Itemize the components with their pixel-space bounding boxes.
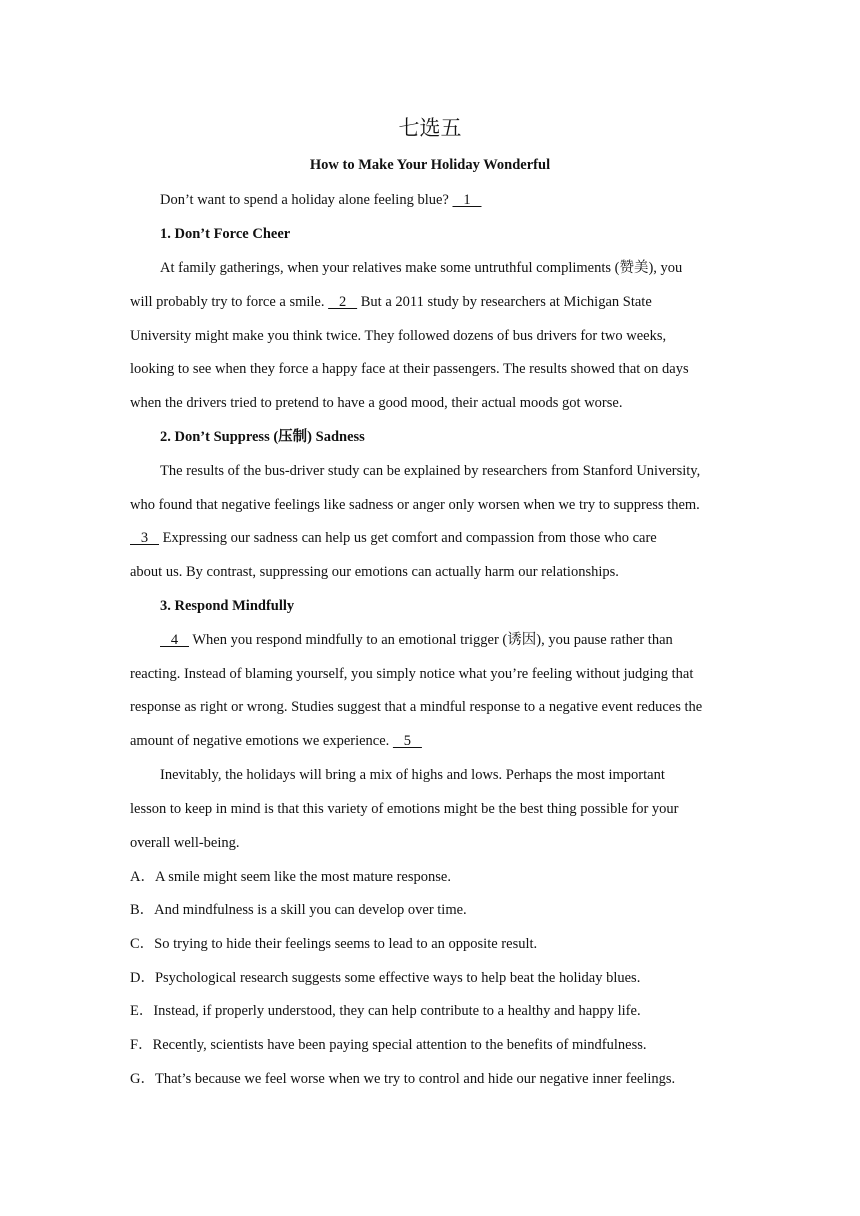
section-heading-2: 2. Don’t Suppress (压制) Sadness <box>160 429 365 445</box>
section-heading-1: 1. Don’t Force Cheer <box>160 226 291 242</box>
p1-line-1: At family gatherings, when your relatives make some untruthful compliments (赞美), you <box>160 260 683 276</box>
p3-line-1-b: When you respond mindfully to an emotional trigger (诱因), you pause rather than <box>189 632 673 648</box>
option-c: C．So trying to hide their feelings seems to lead to an opposite result. <box>130 936 538 952</box>
p2-line-3 <box>130 529 657 547</box>
p3-line-3: response as right or wrong. Studies suggest that a mindful response to a negative event reduces the <box>130 699 703 715</box>
blank-1: 1 <box>452 192 482 208</box>
p4-line-1: Inevitably, the holidays will bring a mix of highs and lows. Perhaps the most important <box>160 767 665 783</box>
option-a: A．A smile might seem like the most mature response. <box>130 869 451 885</box>
p4-line-2: lesson to keep in mind is that this variety of emotions might be the best thing possible for your <box>130 801 679 817</box>
p2-line-4: about us. By contrast, suppressing our emotions can actually harm our relationships. <box>130 564 619 580</box>
passage-title: How to Make Your Holiday Wonderful <box>309 157 551 173</box>
blank-5: 5 <box>392 733 422 749</box>
p1-line-4: looking to see when they force a happy face at their passengers. The results showed that on days <box>130 361 689 377</box>
p1-line-2-a: will probably try to force a smile. <box>130 294 329 310</box>
intro-paragraph <box>160 191 481 209</box>
p3-line-1 <box>160 631 673 649</box>
option-f: F．Recently, scientists have been paying special attention to the benefits of mindfulness. <box>130 1037 647 1053</box>
p4-line-3: overall well-being. <box>130 835 240 851</box>
blank-2: 2 <box>328 294 358 310</box>
section-heading-3: 3. Respond Mindfully <box>160 598 295 614</box>
p1-line-5: when the drivers tried to pretend to have a good mood, their actual moods got worse. <box>130 395 623 411</box>
p3-line-2: reacting. Instead of blaming yourself, you simply notice what you’re feeling without judging that <box>130 666 694 682</box>
p3-line-4 <box>130 732 422 750</box>
p1-line-2-b: But a 2011 study by researchers at Michigan State <box>357 294 652 310</box>
p3-line-4-a: amount of negative emotions we experience. <box>130 733 393 749</box>
option-d: D．Psychological research suggests some effective ways to help beat the holiday blues. <box>130 970 641 986</box>
p1-line-2 <box>130 293 652 311</box>
blank-4: 4 <box>160 632 189 648</box>
page-title: 七选五 <box>398 116 462 140</box>
p2-line-1: The results of the bus-driver study can be explained by researchers from Stanford University, <box>160 463 701 479</box>
p2-line-2: who found that negative feelings like sadness or anger only worsen when we try to suppress them. <box>130 497 700 513</box>
option-e: E．Instead, if properly understood, they can help contribute to a healthy and happy life. <box>130 1003 641 1019</box>
intro-text: Don’t want to spend a holiday alone feeling blue? <box>160 192 453 208</box>
p1-line-3: University might make you think twice. They followed dozens of bus drivers for two weeks, <box>130 328 667 344</box>
option-b: B．And mindfulness is a skill you can develop over time. <box>130 902 467 918</box>
blank-3: 3 <box>130 530 159 546</box>
option-g: G．That’s because we feel worse when we try to control and hide our negative inner feelings. <box>130 1071 676 1087</box>
p2-line-3-b: Expressing our sadness can help us get comfort and compassion from those who care <box>159 530 657 546</box>
